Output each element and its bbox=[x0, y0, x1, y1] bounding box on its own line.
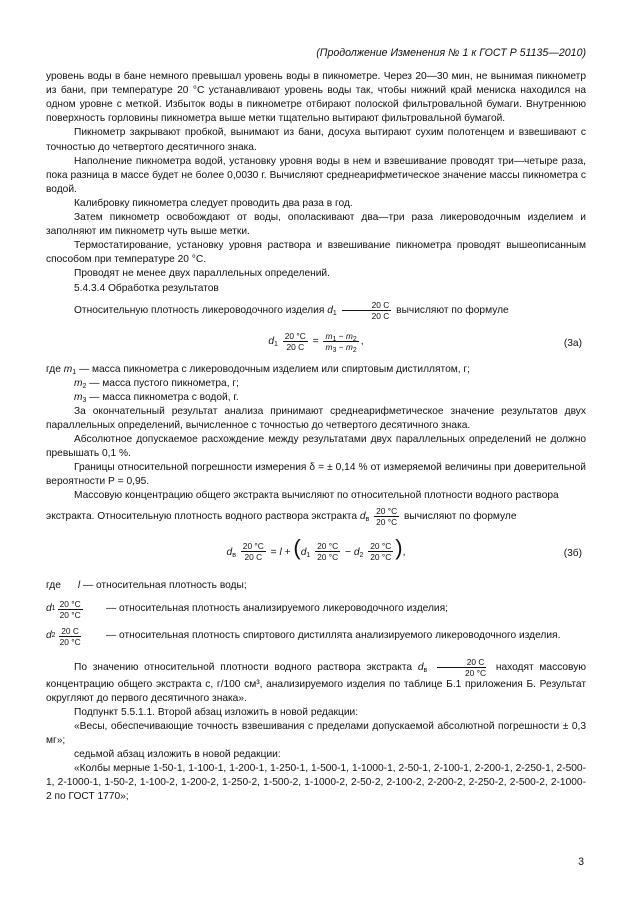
equation-3b: $d_в$ $\frac{20 ^\circ С}{20 С}$ = $l + (d_1$ $\frac{20 ^\circ С}{20 ^\circ С}$ − $d_2$ $\frac{20 ^\circ С}{20 ^\circ С}$ ), (3б) bbox=[226, 534, 582, 563]
paragraph: Подпункт 5.5.1.1. Второй абзац изложить в новой редакции: bbox=[74, 706, 359, 718]
page bbox=[46, 46, 586, 804]
paragraph: Массовую концентрацию общего экстракта вычисляют по относительной плотности водного раствора bbox=[74, 490, 559, 502]
section-heading: 5.4.3.4 Обработка результатов bbox=[74, 282, 219, 294]
definition: $m_2$ — масса пустого пикнометра, г; bbox=[74, 377, 239, 390]
equation-number: (3б) bbox=[563, 547, 582, 559]
formula-intro: Относительную плотность ликероводочного изделия $d_1$ $\frac{20 С}{20 С}$ вычисляют по формуле bbox=[74, 299, 509, 321]
equation-3a: $d_1$ $\frac{20 ^\circ С}{20 С}$ = $\frac{m_1 - m_2}{m_3 - m_2}$ , (3а) bbox=[268, 330, 582, 354]
paragraph: Термостатирование, установку уровня раствора и взвешивание пикнометра проводят вышеописанным способом при температуре 20 °С. bbox=[46, 240, 586, 266]
paragraph: Границы относительной погрешности измерения δ = ± 0,14 % от измеряемой величины при доверительной вероятности Р = 0,95. bbox=[46, 462, 586, 488]
definition: где $m_1$ — масса пикнометра с ликероводочным изделием или спиртовым дистиллятом, г; bbox=[46, 363, 470, 376]
definition: d 2 $\frac{20 С}{20 ^\circ С}$ — относительная плотность спиртового дистиллята анализируемого ликероводочного изделия. bbox=[46, 625, 561, 647]
paragraph: Абсолютное допускаемое расхождение между результатами двух параллельных определений не должно превышать 0,1 %. bbox=[46, 434, 586, 460]
definition: где l — относительная плотность воды; bbox=[46, 579, 247, 591]
running-header: (Продолжение Изменения № 1 к ГОСТ Р 51135—2010) bbox=[316, 47, 586, 59]
paragraph: уровень воды в бане немного превышал уровень воды в пикнометре. Через 20—30 мин, не вынимая пикнометр из бани, при температуре 20 °С устанавливают уровень воды так, чтобы нижний край мениска находился на одном уровне с меткой. Избыток воды в пикнометре отбирают полоской фильтровальной бумаги. Внутреннюю поверхность горловины пикнометра выше метки тщательно вытирают фильтровальной бумагой. bbox=[46, 71, 586, 125]
definition: $m_3$ — масса пикнометра с водой, г. bbox=[74, 391, 239, 404]
paragraph: «Колбы мерные 1-50-1, 1-100-1, 1-200-1, 1-250-1, 1-500-1, 1-1000-1, 2-50-1, 2-100-1, 2-200-1, 2-250-1, 2-500-1, 2-1000-1, 1-50-2, 1-100-2, 1-200-2, 1-250-2, 1-500-2, 1-1000-2, 2-50-2, 2-100-2, 2-200-2, 2-250-2, 2-500-2, 2-1000-2 по ГОСТ 1770»; bbox=[46, 763, 586, 803]
paragraph: За окончательный результат анализа принимают среднеарифметическое значение результатов двух параллельных определений, вычисленное с точностью до четвертого десятичного знака. bbox=[46, 405, 586, 431]
paragraph: Затем пикнометр освобождают от воды, ополаскивают два—три раза ликероводочным изделием и заполняют им пикнометр чуть выше метки. bbox=[46, 212, 586, 238]
page-number: 3 bbox=[578, 856, 584, 868]
definition: d 1 $\frac{20 ^\circ С}{20 ^\circ С}$ — относительная плотность анализируемого ликероводочного изделия; bbox=[46, 598, 448, 620]
paragraph: По значению относительной плотности водного раствора экстракта $d_в$ $\frac{20 С}{20 ^\circ С}$ находят массовую концентрацию общего экстракта с, г/100 см³, анализируемого изделия по таблице Б.1 приложения Б. Результат округляют до первого десятичного знака». bbox=[46, 656, 586, 704]
paragraph: Проводят не менее двух параллельных определений. bbox=[74, 268, 330, 280]
paragraph: Калибровку пикнометра следует проводить два раза в год. bbox=[74, 197, 353, 209]
paragraph: Пикнометр закрывают пробкой, вынимают из бани, досуха вытирают сухим полотенцем и взвешивают с точностью до четвертого десятичного знака. bbox=[46, 127, 586, 153]
equation-number: (3а) bbox=[563, 337, 582, 349]
paragraph: «Весы, обеспечивающие точность взвешивания с пределами допускаемой абсолютной погрешности ± 0,3 мг»; bbox=[46, 720, 586, 746]
paragraph: Наполнение пикнометра водой, установку уровня воды в нем и взвешивание проводят три—четыре раза, пока разница в массе будет не более 0,0030 г. Вычисляют среднеарифметическое значение массы пикнометра с водой. bbox=[46, 155, 586, 195]
formula-intro: экстракта. Относительную плотность водного раствора экстракта $d_в$ $\frac{20 ^\circ С}{20 ^\circ С}$ вычисляют по формуле bbox=[46, 505, 517, 527]
paragraph: седьмой абзац изложить в новой редакции: bbox=[74, 749, 281, 761]
